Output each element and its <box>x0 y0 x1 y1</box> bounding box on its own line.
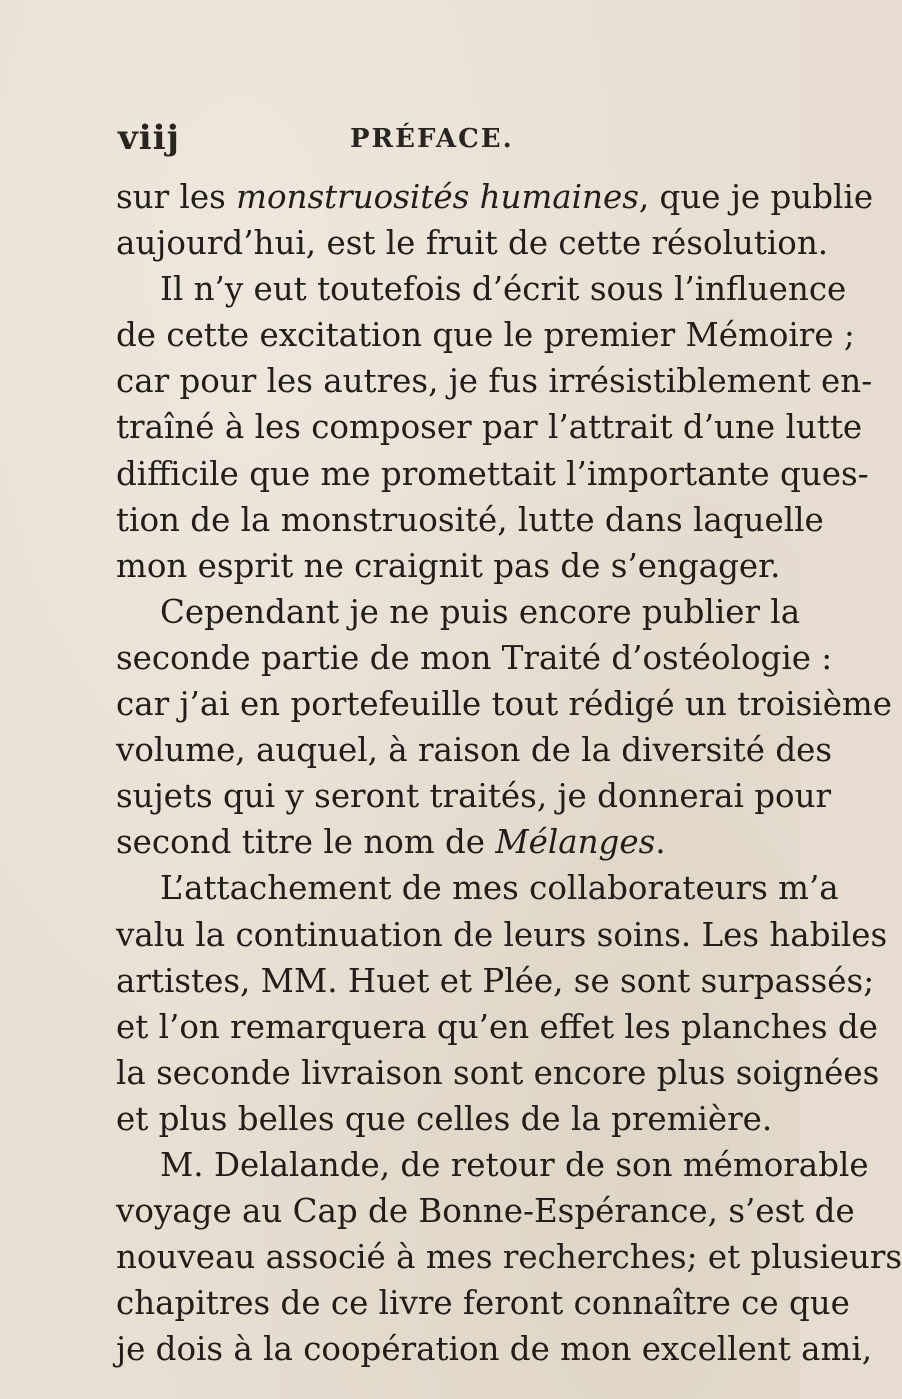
paragraph-first-line: M. Delalande, de retour de son mémorable <box>160 1145 869 1184</box>
paragraph-first-line: Cependant je ne puis encore publier la <box>160 592 801 631</box>
text-line: sujets qui y seront traités, je donnerai pour <box>116 777 832 816</box>
text-line: aujourd’hui, est le fruit de cette résolution. <box>116 224 829 263</box>
text-line: artistes, MM. Huet et Plée, se sont surpassés; <box>116 961 875 1000</box>
text-line: car j’ai en portefeuille tout rédigé un troisième <box>116 685 892 724</box>
text-line: mon esprit ne craignit pas de s’engager. <box>116 546 781 585</box>
text-line: car pour les autres, je fus irrésistiblement en- <box>116 362 873 401</box>
text-line: de cette excitation que le premier Mémoire ; <box>116 316 855 355</box>
page-number: viij <box>118 118 180 158</box>
text-line: traîné à les composer par l’attrait d’une lutte <box>116 408 863 447</box>
paragraph-first-line: Il n’y eut toutefois d’écrit sous l’influence <box>160 270 847 309</box>
running-head <box>118 118 738 164</box>
text-line: et l’on remarquera qu’en effet les planches de <box>116 1007 878 1046</box>
text-line: nouveau associé à mes recherches; et plusieurs <box>116 1238 902 1277</box>
body-text <box>116 174 902 1372</box>
text-line: et plus belles que celles de la première. <box>116 1099 773 1138</box>
paragraph-first-line: L’attachement de mes collaborateurs m’a <box>160 869 839 908</box>
text-line: je dois à la coopération de mon excellent ami, <box>116 1330 873 1369</box>
text-line: valu la continuation de leurs soins. Les habiles <box>116 915 888 954</box>
text-line: chapitres de ce livre feront connaître ce que <box>116 1284 850 1323</box>
text-line: la seconde livraison sont encore plus soignées <box>116 1053 880 1092</box>
text-line: volume, auquel, à raison de la diversité des <box>116 731 833 770</box>
text-line: sur les monstruosités humaines, que je publie <box>116 178 874 216</box>
text-line: seconde partie de mon Traité d’ostéologie : <box>116 638 833 677</box>
text-line: second titre le nom de Mélanges. <box>116 823 666 862</box>
text-line: voyage au Cap de Bonne-Espérance, s’est de <box>116 1192 855 1231</box>
text-line: difficile que me promettait l’importante ques- <box>116 454 869 493</box>
text-line: tion de la monstruosité, lutte dans laquelle <box>116 500 824 539</box>
running-title: PRÉFACE. <box>350 124 514 154</box>
